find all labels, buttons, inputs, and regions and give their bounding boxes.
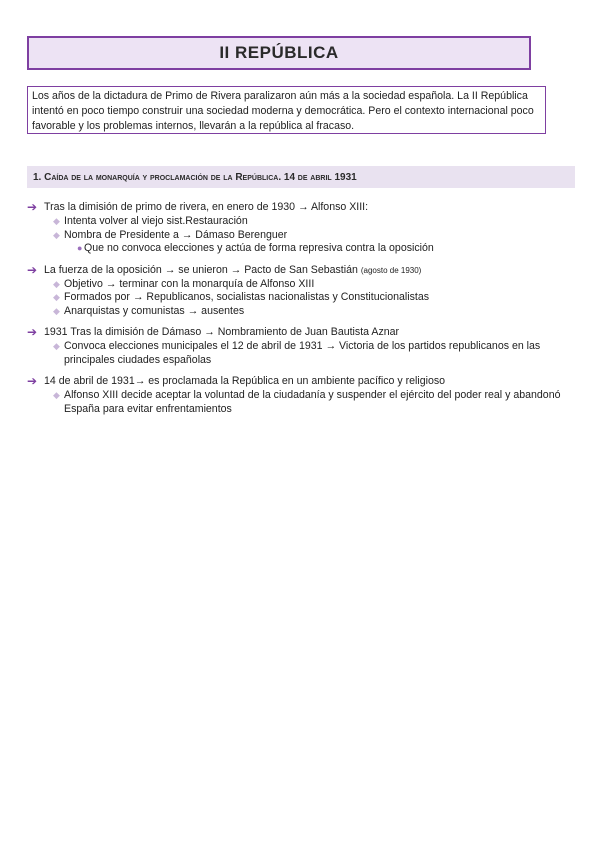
diamond-bullet-icon: ◆ (53, 305, 60, 316)
diamond-bullet-icon: ◆ (53, 341, 60, 351)
page-title: II REPÚBLICA (219, 43, 339, 62)
sub-sub-list-item (27, 242, 575, 256)
sub-list-item (27, 389, 575, 416)
sub-list-item (27, 215, 575, 229)
list-item (27, 374, 575, 389)
diamond-bullet-icon: ◆ (53, 216, 60, 226)
arrow-bullet-icon: ➔ (27, 262, 38, 277)
dot-bullet-icon: ● (77, 243, 83, 253)
bullet-group (27, 263, 575, 319)
arrow-bullet-icon: ➔ (27, 374, 38, 388)
arrow-bullet-icon: ➔ (27, 200, 38, 214)
sub-list-item-text: Formados por → Republicanos, socialistas nacionalistas y Constitucionalistas (64, 291, 430, 303)
bullet-group (27, 325, 575, 367)
list-item-text: 1931 Tras la dimisión de Dámaso → Nombramiento de Juan Bautista Aznar (44, 326, 400, 338)
list-item-text: La fuerza de la oposición → se unieron → Pacto de San Sebastián (44, 263, 358, 276)
sub-list-item (27, 291, 575, 305)
sub-list-item (27, 305, 575, 319)
sub-list-item-text: Anarquistas y comunistas → ausentes (64, 304, 245, 317)
title-box (27, 36, 531, 70)
list-item (27, 263, 575, 278)
list-item-text: Tras la dimisión de primo de rivera, en enero de 1930 → Alfonso XIII: (44, 201, 369, 213)
sub-list-item-text: Convoca elecciones municipales el 12 de abril de 1931 → Victoria de los partidos republicanos en las principales ciudades españolas (64, 340, 541, 366)
list-item (27, 325, 575, 340)
sub-list-item-text: Alfonso XIII decide aceptar la voluntad de la ciudadanía y suspender el ejército del poder real y abandonó España para evitar enfrentamientos (64, 389, 561, 415)
diamond-bullet-icon: ◆ (53, 229, 60, 240)
sub-list-item-text: Nombra de Presidente a → Dámaso Berenguer (64, 228, 288, 241)
arrow-bullet-icon: ➔ (27, 325, 38, 339)
bullet-list (27, 200, 575, 423)
sub-list-item-text: Objetivo → terminar con la monarquía de Alfonso XIII (64, 277, 315, 290)
date-note: (agosto de 1930) (360, 265, 422, 275)
list-item-text: 14 de abril de 1931→ es proclamada la República en un ambiente pacífico y religioso (44, 375, 446, 387)
sub-list-item (27, 278, 575, 292)
diamond-bullet-icon: ◆ (53, 278, 60, 289)
sub-list-item-text: Intenta volver al viejo sist.Restauración (64, 215, 248, 227)
bullet-group (27, 200, 575, 256)
diamond-bullet-icon: ◆ (53, 292, 60, 302)
bullet-group (27, 374, 575, 416)
diamond-bullet-icon: ◆ (53, 390, 60, 400)
section-bar (27, 166, 575, 188)
sub-sub-list-item-text: Que no convoca elecciones y actúa de forma represiva contra la oposición (84, 242, 434, 254)
section-heading: 1. Caída de la monarquía y proclamación de la República. 14 de abril 1931 (33, 171, 357, 183)
intro-paragraph: Los años de la dictadura de Primo de Rivera paralizaron aún más a la sociedad española. La II República intentó en poco tiempo construir una sociedad moderna y democrática. Pero el contexto internacional poco favorable y los problemas internos, llevarán a la república al fracaso. (27, 86, 546, 134)
sub-list-item (27, 229, 575, 243)
list-item (27, 200, 575, 215)
sub-list-item (27, 340, 575, 367)
